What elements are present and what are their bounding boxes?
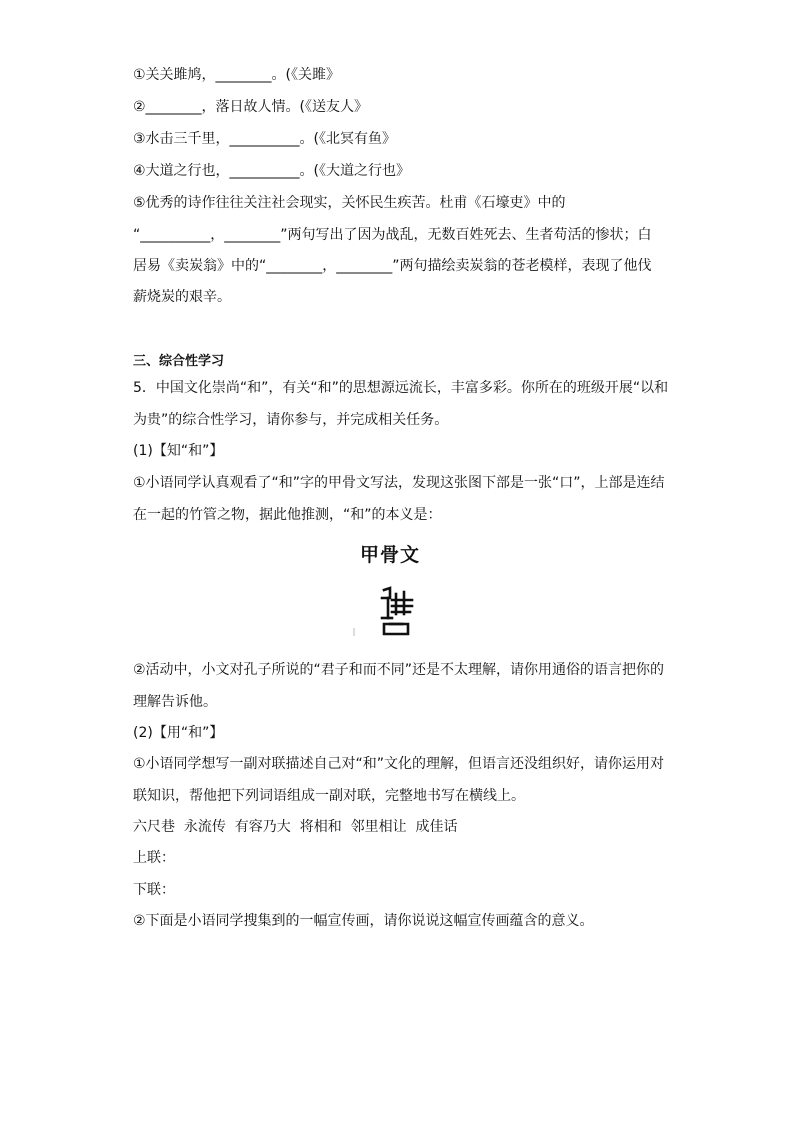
part-1-q2-line-2: 理解告诉他。 [133,694,217,710]
oracle-bone-he-glyph-image [378,584,414,638]
faint-scan-mark [353,628,355,636]
upper-couplet-label: 上联： [133,850,175,866]
question-5-line-2: 为贵”的综合性学习，请你参与，并完成相关任务。 [133,412,449,428]
poetry-item-2: ②________，落日故人情。(《送友人》 [133,99,369,115]
question-5-line-1: 5．中国文化崇尚“和”，有关“和”的思想源远流长，丰富多彩。你所在的班级开展“以和 [133,380,669,396]
part-2-q1-line-1: ①小语同学想写一副对联描述自己对“和”文化的理解，但语言还没组织好，请你运用对 [133,756,665,772]
part-2-label: (2)【用“和”】 [133,725,224,741]
lower-couplet-label: 下联： [133,882,175,898]
poetry-item-4: ④大道之行也，__________。(《大道之行也》 [133,163,411,179]
word-bank: 六尺巷 永流传 有容乃大 将相和 邻里相让 成佳话 [133,819,458,835]
part-2-q2: ②下面是小语同学搜集到的一幅宣传画，请你说说这幅宣传画蕴含的意义。 [133,913,594,929]
poetry-item-5-line-4: 薪烧炭的艰辛。 [133,289,231,305]
part-1-q1-line-2: 在一起的竹管之物，据此他推测，“和”的本义是： [133,507,442,523]
part-1-q2-line-1: ②活动中，小文对孔子所说的“君子和而不同”还是不太理解，请你用通俗的语言把你的 [133,662,665,678]
section-heading: 三、综合性学习 [133,354,225,369]
poetry-item-5-line-3: 居易《卖炭翁》中的“________，________”两句描绘卖炭翁的苍老模样，表现了他伐 [133,258,652,274]
poetry-item-5-line-1: ⑤优秀的诗作往往关注社会现实，关怀民生疾苦。杜甫《石壕吏》中的 [133,195,566,211]
poetry-item-5-line-2: “__________，________”两句写出了因为战乱，无数百姓死去、生者苟活的惨状；白 [133,227,652,243]
oracle-bone-figure-title: 甲骨文 [360,544,421,566]
poetry-item-1: ①关关雎鸠，________。(《关雎》 [133,67,341,83]
part-1-label: (1)【知“和”】 [133,443,224,459]
poetry-item-3: ③水击三千里，__________。(《北冥有鱼》 [133,131,397,147]
part-2-q1-line-2: 联知识，帮他把下列词语组成一副对联，完整地书写在横线上。 [133,788,525,804]
part-1-q1-line-1: ①小语同学认真观看了“和”字的甲骨文写法，发现这张图下部是一张“口”，上部是连结 [133,475,665,491]
